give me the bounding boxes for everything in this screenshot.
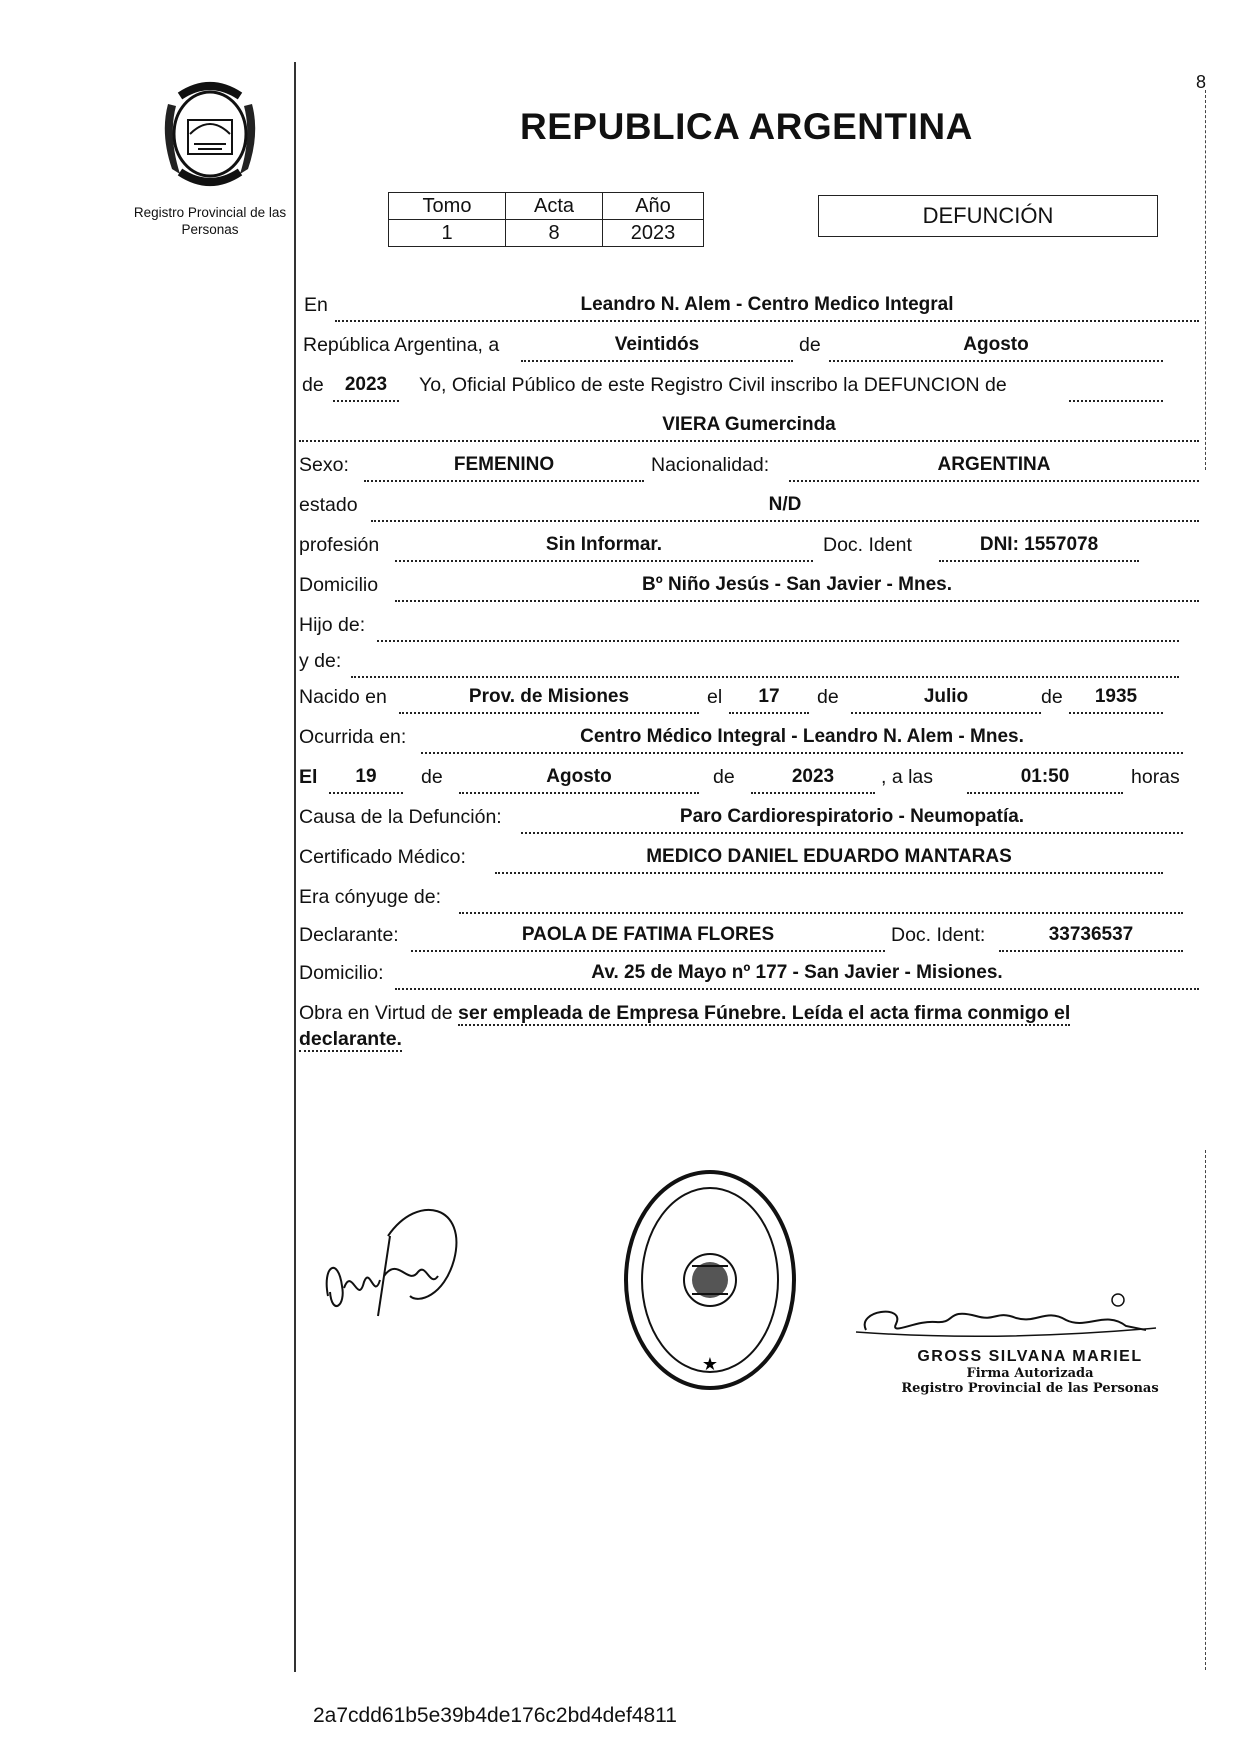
acta-value: 8 [506, 220, 603, 247]
hijo-value [377, 614, 1179, 642]
el-label: el [707, 686, 723, 708]
def-anio: 2023 [751, 766, 875, 794]
en-label: En [304, 294, 328, 316]
declarante-label: Declarante: [299, 924, 399, 946]
svg-text:★: ★ [701, 1354, 719, 1375]
registry-stamp [620, 1166, 800, 1394]
decl-doc-label: Doc. Ident: [891, 924, 986, 946]
page-number: 8 [1196, 72, 1207, 92]
domicilio-value: Bº Niño Jesús - San Javier - Mnes. [395, 574, 1199, 602]
dia-value: Veintidós [521, 334, 793, 362]
official-signature [846, 1290, 1166, 1350]
alas-label: , a las [881, 766, 934, 788]
obra-value-2: declarante. [299, 1028, 402, 1050]
nac-de2-label: de [1041, 686, 1063, 708]
de2-label: de [302, 374, 324, 396]
nac-dia: 17 [729, 686, 809, 714]
ocurrida-value: Centro Médico Integral - Leandro N. Alem - Mnes. [421, 726, 1183, 754]
declarante-value: PAOLA DE FATIMA FLORES [411, 924, 885, 952]
horas-label: horas [1131, 766, 1180, 788]
yo-text: Yo, Oficial Público de este Registro Civil inscribo la DEFUNCION de [419, 374, 1007, 396]
hijo-label: Hijo de: [299, 614, 366, 636]
right-margin-line [1205, 90, 1206, 470]
de-label: de [799, 334, 821, 356]
conyuge-value [459, 886, 1183, 914]
sexo-label: Sexo: [299, 454, 349, 476]
def-de2-label: de [713, 766, 735, 788]
nac-anio: 1935 [1069, 686, 1163, 714]
conyuge-label: Era cónyuge de: [299, 886, 442, 908]
certificado-label: Certificado Médico: [299, 846, 466, 868]
anio-header: Año [603, 193, 704, 220]
def-hora: 01:50 [967, 766, 1123, 794]
def-de-label: de [421, 766, 443, 788]
republica-label: República Argentina, a [303, 334, 500, 356]
document-title: REPUBLICA ARGENTINA [520, 106, 973, 147]
tomo-value: 1 [389, 220, 506, 247]
official-name: GROSS SILVANA MARIEL [917, 1348, 1143, 1365]
obra-en-virtud [299, 1000, 1195, 1052]
document-hash: 2a7cdd61b5e39b4de176c2bd4def4811 [313, 1704, 677, 1727]
profesion-value: Sin Informar. [395, 534, 813, 562]
en-value: Leandro N. Alem - Centro Medico Integral [335, 294, 1199, 322]
nac-mes: Julio [851, 686, 1041, 714]
estado-value: N/D [371, 494, 1199, 522]
doc-label: Doc. Ident [823, 534, 912, 556]
ocurrida-label: Ocurrida en: [299, 726, 407, 748]
nacido-label: Nacido en [299, 686, 387, 708]
decl-domicilio-value: Av. 25 de Mayo nº 177 - San Javier - Misiones. [395, 962, 1199, 990]
nac-de-label: de [817, 686, 839, 708]
mes-value: Agosto [829, 334, 1163, 362]
nombre-value: VIERA Gumercinda [299, 414, 1199, 442]
nacionalidad-value: ARGENTINA [789, 454, 1199, 482]
yde-label: y de: [299, 650, 342, 672]
anio-value: 2023 [333, 374, 399, 402]
acta-header: Acta [506, 193, 603, 220]
profesion-label: profesión [299, 534, 380, 556]
obra-label: Obra en Virtud de [299, 1002, 453, 1024]
yde-value [351, 650, 1179, 678]
logo-caption: Registro Provincial de las Personas [133, 205, 287, 237]
province-seal-logo [150, 74, 270, 194]
anio-value: 2023 [603, 220, 704, 247]
causa-label: Causa de la Defunción: [299, 806, 502, 828]
obra-value-1: ser empleada de Empresa Fúnebre. Leída el acta firma conmigo el [458, 1002, 1071, 1024]
official-role: Firma Autorizada [966, 1366, 1094, 1381]
right-margin-line [1205, 1150, 1206, 1670]
def-mes: Agosto [459, 766, 699, 794]
record-number-table [388, 192, 704, 247]
yo-fill [1069, 374, 1163, 402]
decl-domicilio-label: Domicilio: [299, 962, 384, 984]
certificado-value: MEDICO DANIEL EDUARDO MANTARAS [495, 846, 1163, 874]
nacido-value: Prov. de Misiones [399, 686, 699, 714]
record-type-box: DEFUNCIÓN [818, 195, 1158, 237]
official-signature-block [880, 1348, 1180, 1396]
tomo-header: Tomo [389, 193, 506, 220]
causa-value: Paro Cardiorespiratorio - Neumopatía. [521, 806, 1183, 834]
left-margin-line [294, 62, 296, 1672]
decl-doc-value: 33736537 [999, 924, 1183, 952]
nacionalidad-label: Nacionalidad: [651, 454, 770, 476]
estado-label: estado [299, 494, 358, 516]
official-org: Registro Provincial de las Personas [901, 1381, 1159, 1396]
doc-value: DNI: 1557078 [939, 534, 1139, 562]
sexo-value: FEMENINO [364, 454, 644, 482]
el-upper-label: El [299, 766, 318, 788]
def-dia: 19 [329, 766, 403, 794]
domicilio-label: Domicilio [299, 574, 379, 596]
declarant-signature [318, 1196, 478, 1326]
